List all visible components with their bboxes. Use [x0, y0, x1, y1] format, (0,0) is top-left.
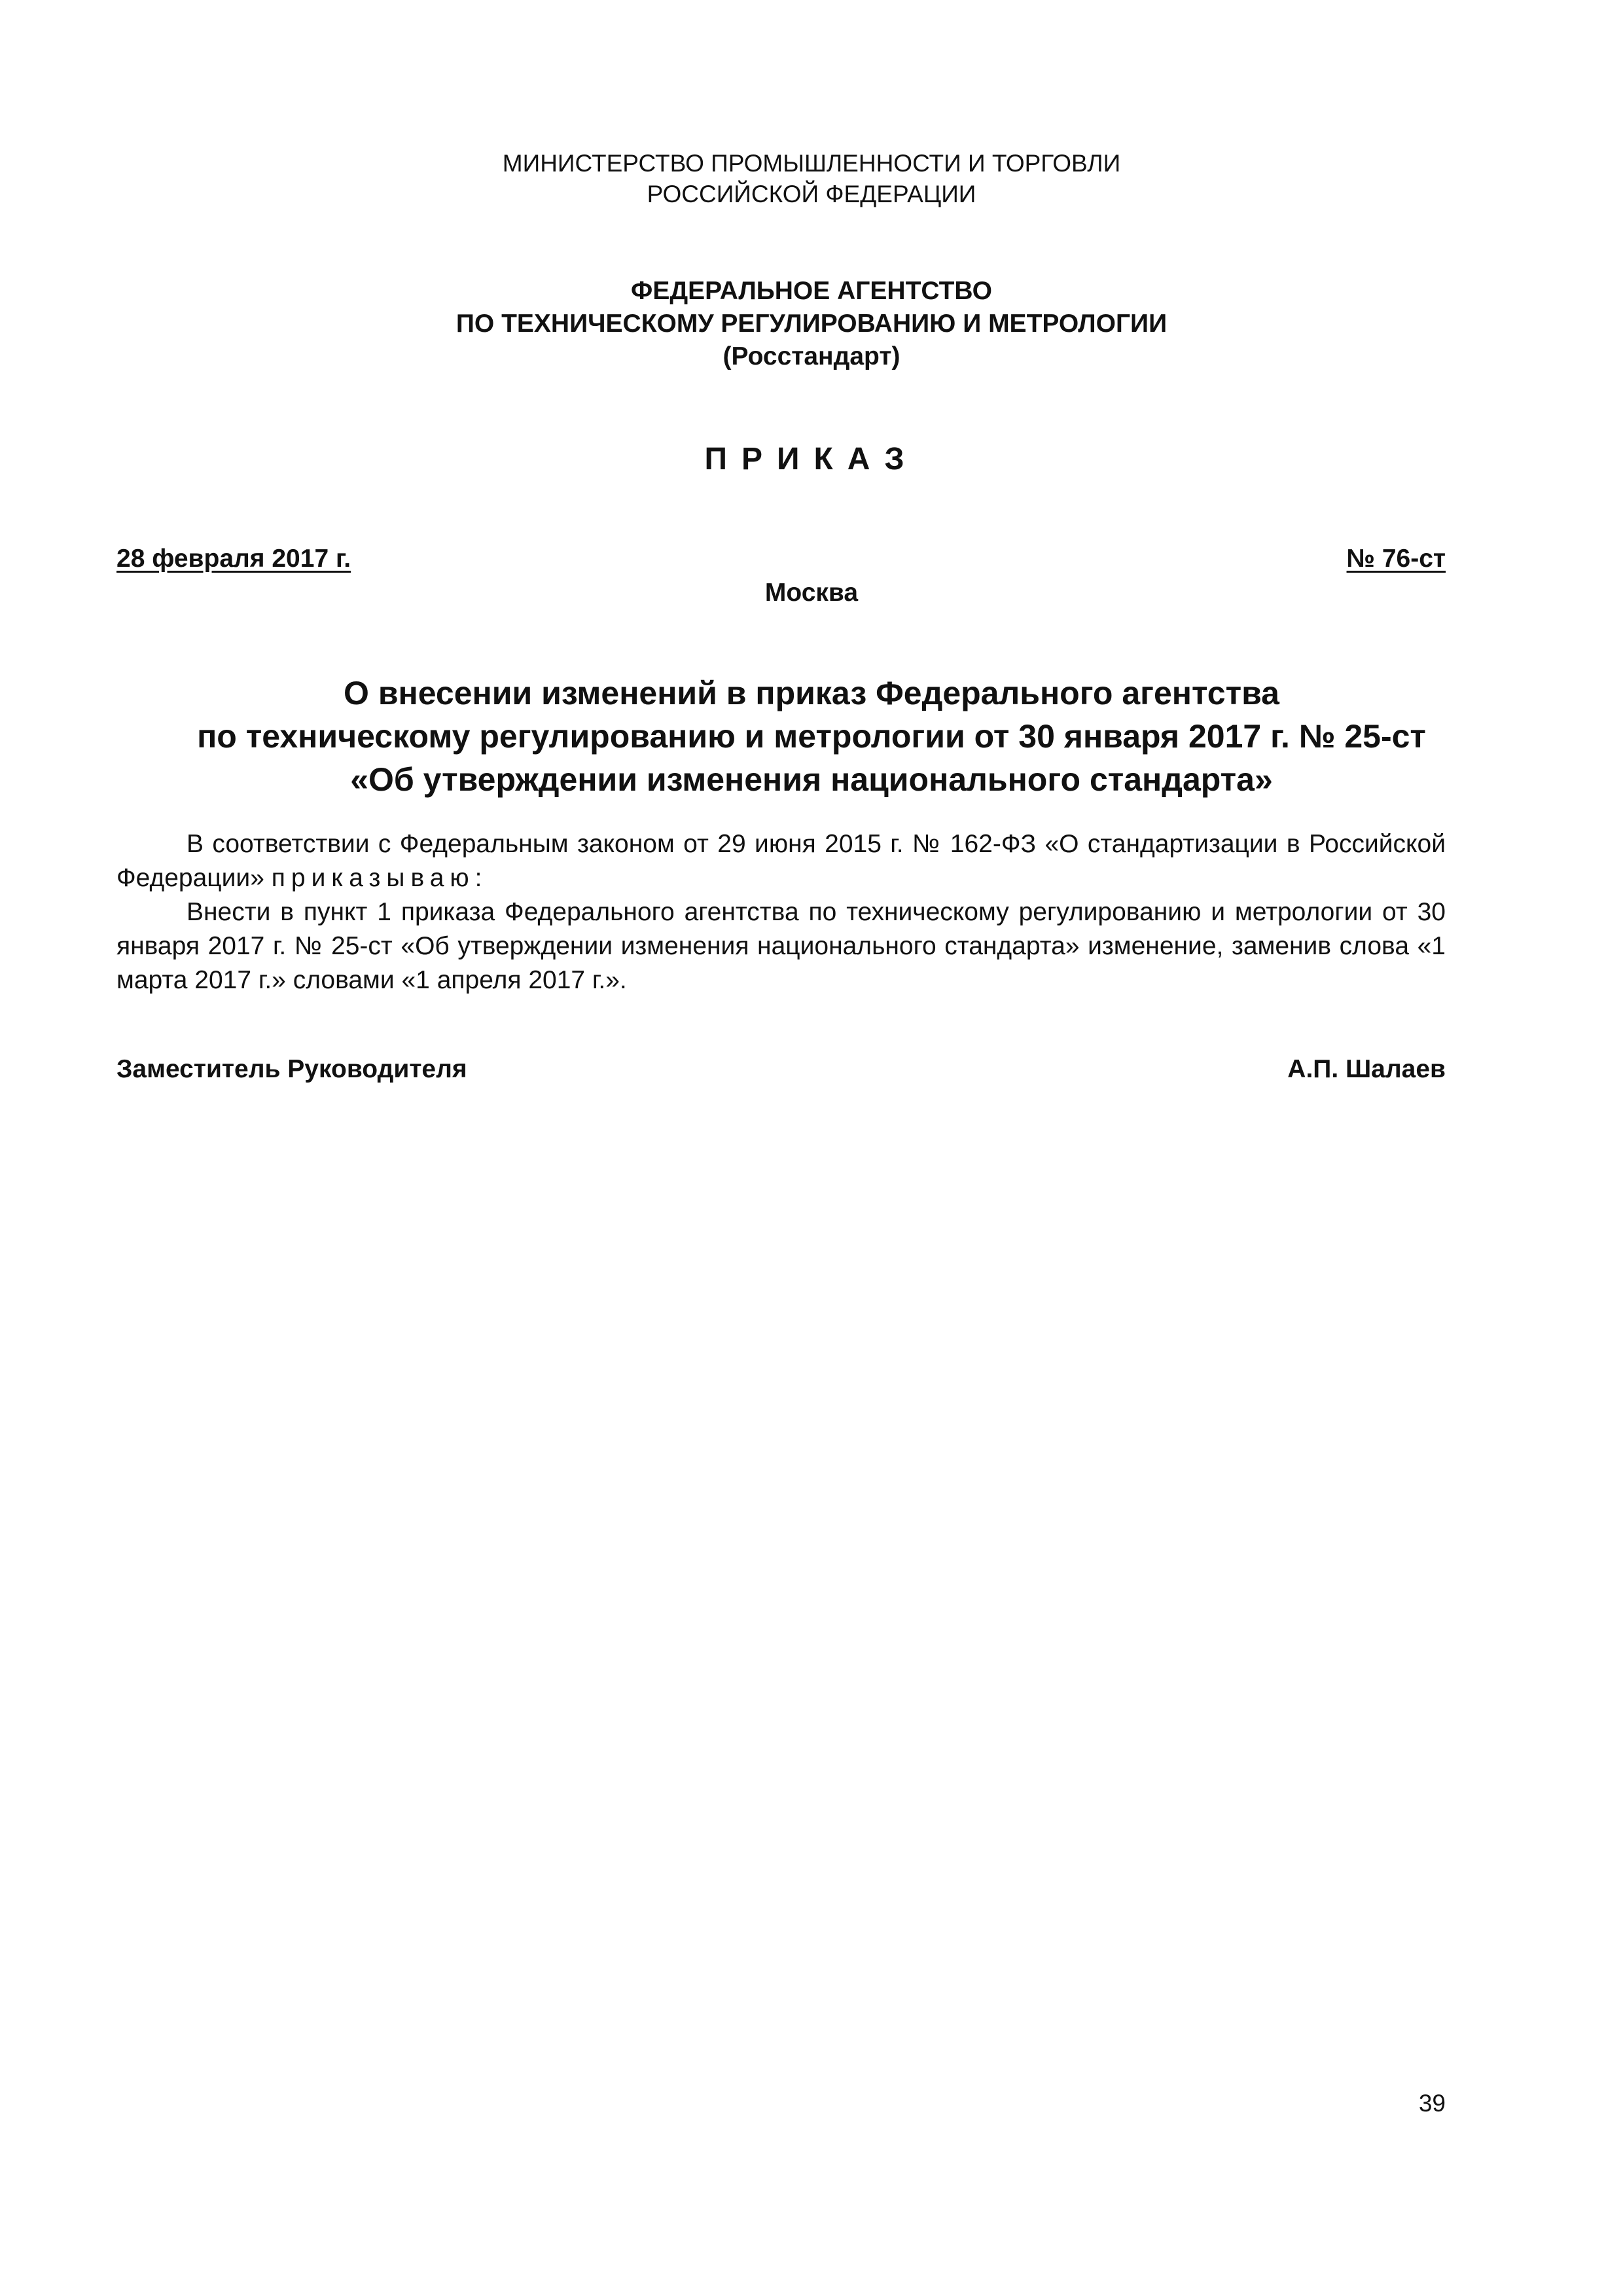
agency-name-line1: ФЕДЕРАЛЬНОЕ АГЕНТСТВО	[631, 277, 992, 305]
body-paragraph-2: Внести в пункт 1 приказа Федерального агентства по техническому регулированию и метрологии от 30 января 2017 г. № 25-ст «Об утверждении изменения национального стандарта» изменение, заменив слова «1 марта 2017 г.» словами «1 апреля 2017 г.».	[116, 898, 1446, 994]
signatory-name: А.П. Шалаев	[1287, 1055, 1446, 1083]
order-date: 28 февраля 2017 г.	[116, 545, 351, 573]
order-number: № 76-ст	[1346, 545, 1446, 573]
order-city: Москва	[764, 579, 859, 607]
page-number: 39	[1418, 2090, 1446, 2117]
body-paragraph-1	[116, 827, 1446, 895]
signatory-role: Заместитель Руководителя	[116, 1055, 467, 1083]
document-type-heading: ПРИКАЗ	[704, 442, 919, 476]
order-keyword: приказываю:	[271, 864, 488, 892]
document-title-line3: «Об утверждении изменения национального стандарта»	[350, 761, 1273, 798]
document-title-line1: О внесении изменений в приказ Федерального агентства	[344, 675, 1279, 711]
document-title-line2: по техническому регулированию и метрологии от 30 января 2017 г. № 25-ст	[197, 718, 1426, 755]
agency-name-line2: ПО ТЕХНИЧЕСКОМУ РЕГУЛИРОВАНИЮ И МЕТРОЛОГИИ	[455, 310, 1168, 338]
agency-short-name: (Росстандарт)	[722, 342, 901, 370]
ministry-name-line1: МИНИСТЕРСТВО ПРОМЫШЛЕННОСТИ И ТОРГОВЛИ	[502, 150, 1121, 177]
body-paragraph-1-text: В соответствии с Федеральным законом от 29 июня 2015 г. № 162-ФЗ «О стандартизации в Российской Федерации»	[116, 830, 1446, 892]
ministry-name-line2: РОССИЙСКОЙ ФЕДЕРАЦИИ	[647, 181, 976, 207]
